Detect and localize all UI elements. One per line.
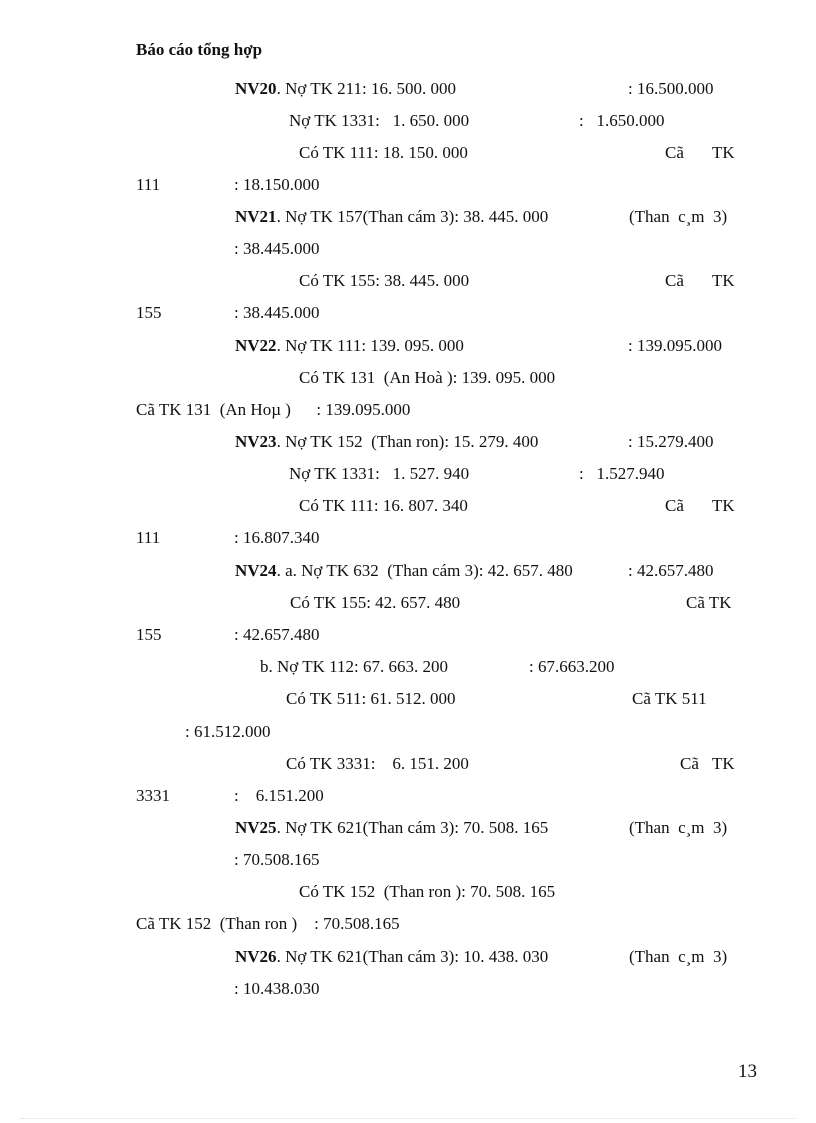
nv24b-vat-amount: : 6.151.200 <box>234 786 324 805</box>
nv20-cont-account: 111 <box>136 175 161 194</box>
nv21-debit-line <box>235 207 548 227</box>
nv24-amount: : 42.657.480 <box>628 561 714 580</box>
nv25-label: NV25 <box>235 818 277 837</box>
nv25-debit-line <box>235 818 548 838</box>
nv25-cont: Cã TK 152 (Than ron ) : 70.508.165 <box>136 914 400 933</box>
nv24-cont-amount: : 42.657.480 <box>234 625 320 644</box>
nv20-credit: Có TK 111: 18. 150. 000 <box>299 143 468 162</box>
nv24b-vat-garbled-2: TK <box>712 754 735 773</box>
nv20-cont-amount: : 18.150.000 <box>234 175 320 194</box>
nv23-debit-line <box>235 432 538 452</box>
nv20-credit-garbled-2: TK <box>712 143 735 162</box>
nv21-debit: . Nợ TK 157(Than cám 3): 38. 445. 000 <box>276 207 549 226</box>
nv23-credit: Có TK 111: 16. 807. 340 <box>299 496 468 515</box>
nv26-label: NV26 <box>235 947 277 966</box>
nv23-debit: . Nợ TK 152 (Than ron): 15. 279. 400 <box>276 432 539 451</box>
nv20-label: NV20 <box>235 79 277 98</box>
nv24-label: NV24 <box>235 561 277 580</box>
nv21-label: NV21 <box>235 207 277 226</box>
nv24b-credit-garbled: Cã TK 511 <box>632 689 707 708</box>
page-number: 13 <box>738 1061 757 1082</box>
nv24b-cont-amount: : 61.512.000 <box>185 722 271 741</box>
nv21-amount: : 38.445.000 <box>234 239 320 258</box>
nv24-credit: Có TK 155: 42. 657. 480 <box>290 593 461 612</box>
nv22-debit: . Nợ TK 111: 139. 095. 000 <box>276 336 464 355</box>
nv21-credit: Có TK 155: 38. 445. 000 <box>299 271 470 290</box>
nv20-vat-debit: Nợ TK 1331: 1. 650. 000 <box>289 111 470 130</box>
nv24b-credit: Có TK 511: 61. 512. 000 <box>286 689 456 708</box>
nv22-cont: Cã TK 131 (An Hoµ ) : 139.095.000 <box>136 400 411 419</box>
nv24b-vat-credit: Có TK 3331: 6. 151. 200 <box>286 754 469 773</box>
nv20-amount: : 16.500.000 <box>628 79 714 98</box>
nv24b-vat-garbled-1: Cã <box>680 754 699 773</box>
nv25-debit: . Nợ TK 621(Than cám 3): 70. 508. 165 <box>276 818 549 837</box>
nv24-debit: . a. Nợ TK 632 (Than cám 3): 42. 657. 480 <box>276 561 573 580</box>
footer-divider <box>20 1118 796 1119</box>
nv21-right-note: (Than c¸m 3) <box>629 207 728 226</box>
nv26-amount: : 10.438.030 <box>234 979 320 998</box>
nv26-debit: . Nợ TK 621(Than cám 3): 10. 438. 030 <box>276 947 549 966</box>
nv26-debit-line <box>235 947 548 967</box>
nv24-credit-garbled: Cã TK <box>686 593 732 612</box>
nv20-debit: . Nợ TK 211: 16. 500. 000 <box>276 79 457 98</box>
nv24-cont-account: 155 <box>136 625 162 644</box>
nv22-label: NV22 <box>235 336 277 355</box>
nv25-right-note: (Than c¸m 3) <box>629 818 728 837</box>
nv20-credit-garbled-1: Cã <box>665 143 684 162</box>
nv25-amount: : 70.508.165 <box>234 850 320 869</box>
nv23-credit-garbled-1: Cã <box>665 496 684 515</box>
nv22-debit-line <box>235 336 464 356</box>
nv23-label: NV23 <box>235 432 277 451</box>
nv24b-debit: b. Nợ TK 112: 67. 663. 200 <box>260 657 448 676</box>
page-header: Báo cáo tổng hợp <box>136 40 263 59</box>
nv22-credit: Có TK 131 (An Hoà ): 139. 095. 000 <box>299 368 556 387</box>
nv22-amount: : 139.095.000 <box>628 336 722 355</box>
nv20-debit-line <box>235 79 456 99</box>
nv26-right-note: (Than c¸m 3) <box>629 947 728 966</box>
nv23-vat-amount: : 1.527.940 <box>579 464 665 483</box>
nv23-vat-debit: Nợ TK 1331: 1. 527. 940 <box>289 464 470 483</box>
nv20-vat-amount: : 1.650.000 <box>579 111 665 130</box>
nv21-credit-garbled-2: TK <box>712 271 735 290</box>
nv23-cont-amount: : 16.807.340 <box>234 528 320 547</box>
nv23-credit-garbled-2: TK <box>712 496 735 515</box>
nv25-credit: Có TK 152 (Than ron ): 70. 508. 165 <box>299 882 556 901</box>
nv21-cont-account: 155 <box>136 303 162 322</box>
nv23-amount: : 15.279.400 <box>628 432 714 451</box>
nv24-debit-line <box>235 561 573 581</box>
nv23-cont-account: 111 <box>136 528 161 547</box>
nv21-cont-amount: : 38.445.000 <box>234 303 320 322</box>
nv24b-amount: : 67.663.200 <box>529 657 615 676</box>
nv21-credit-garbled-1: Cã <box>665 271 684 290</box>
nv24b-vat-account: 3331 <box>136 786 170 805</box>
